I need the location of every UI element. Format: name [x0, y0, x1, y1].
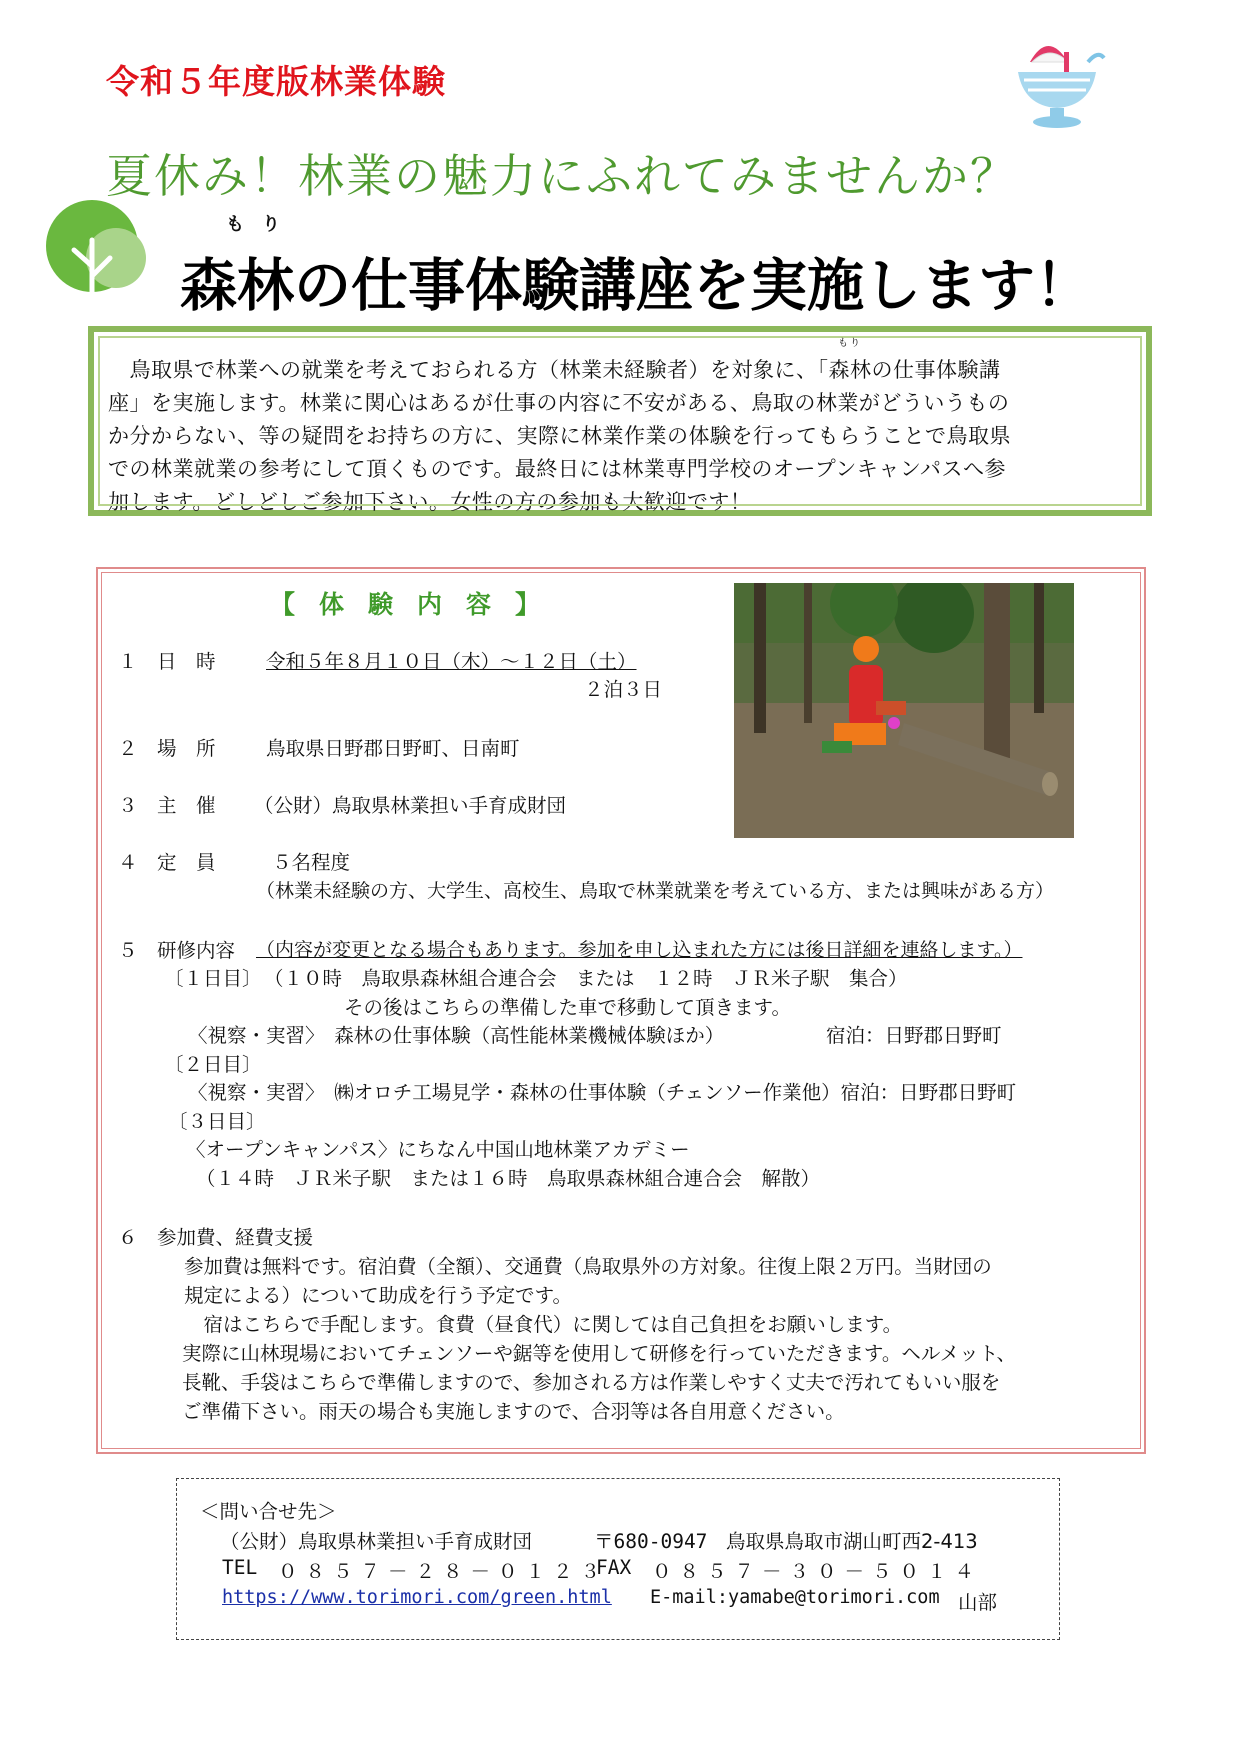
capacity-value: ５名程度: [272, 851, 351, 874]
day2-label: 〔２日目〕: [164, 1053, 262, 1076]
day3-label: 〔３日目〕: [168, 1110, 266, 1133]
section-heading: 【体験内容】: [270, 590, 565, 619]
fee-line-1: 参加費は無料です。宿泊費（全額）、交通費（鳥取県外の方対象。往復上限２万円。当財団の: [184, 1255, 992, 1278]
host-label: ３ 主 催: [118, 794, 216, 817]
day2-activity: 〈視察・実習〉 ㈱オロチ工場見学・森林の仕事体験（チェンソー作業他）宿泊：日野郡日野町: [188, 1081, 1017, 1104]
intro-line-5: 加します。どしどしご参加下さい。女性の方の参加も大歓迎です！: [108, 490, 752, 514]
fee-line-4: 実際に山林現場においてチェンソーや鋸等を使用して研修を行っていただきます。ヘルメット、: [182, 1342, 1017, 1365]
tree-icon: [40, 196, 152, 312]
training-note: （内容が変更となる場合もあります。参加を申し込まれた方には後日詳細を連絡します。）: [256, 939, 1023, 961]
edition-label: 令和５年度版林業体験: [106, 62, 446, 101]
day1-stay: 宿泊：日野郡日野町: [826, 1024, 1002, 1047]
page-title: 森林の仕事体験講座を実施します！: [180, 253, 1092, 319]
title-ruby: もり: [226, 214, 298, 235]
intro-box: [88, 326, 1152, 516]
date-value: 令和５年８月１０日（木）～１２日（土）: [266, 650, 637, 673]
date-duration: ２泊３日: [584, 678, 663, 701]
day3-dismiss: （１４時 ＪＲ米子駅 または１６時 鳥取県森林組合連合会 解散）: [196, 1167, 821, 1190]
day1-activity: 〈視察・実習〉 森林の仕事体験（高性能林業機械体験ほか）: [188, 1024, 725, 1047]
fax-label: FAX: [596, 1556, 632, 1579]
day1-meet: （１０時 鳥取県森林組合連合会 または １２時 ＪＲ米子駅 集合）: [264, 967, 908, 990]
place-label: ２ 場 所: [118, 737, 216, 760]
day3-activity: 〈オープンキャンパス〉にちなん中国山地林業アカデミー: [186, 1138, 690, 1161]
shaved-ice-icon: [1010, 22, 1110, 134]
contact-address: 鳥取県鳥取市湖山町西2-413: [726, 1530, 978, 1553]
day1-label: 〔１日目〕: [164, 967, 262, 990]
fee-label: ６ 参加費、経費支援: [118, 1226, 314, 1249]
intro-line-4: での林業就業の参考にして頂くものです。最終日には林業専門学校のオープンキャンパスへ参: [108, 457, 1006, 481]
capacity-note: （林業未経験の方、大学生、高校生、鳥取で林業就業を考えている方、または興味がある方）: [256, 880, 1055, 902]
email-address[interactable]: E-mail:yamabe@torimori.com: [650, 1587, 940, 1608]
tel-number: ０８５７－２８－０１２３: [278, 1560, 609, 1583]
contact-postal: 〒680-0947: [594, 1530, 708, 1553]
day1-move: その後はこちらの準備した車で移動して頂きます。: [344, 996, 791, 1019]
fee-line-5: 長靴、手袋はこちらで準備しますので、参加される方は作業しやすく丈夫で汚れてもいい服を: [182, 1371, 1001, 1394]
date-label: １ 日 時: [118, 650, 216, 673]
training-label: ５ 研修内容: [118, 939, 236, 962]
fax-number: ０８５７－３０－５０１４: [652, 1560, 983, 1583]
subtitle: 夏休み！林業の魅力にふれてみませんか？: [106, 149, 1018, 203]
fee-line-6: ご準備下さい。雨天の場合も実施しますので、合羽等は各自用意ください。: [182, 1400, 845, 1423]
contact-person: 山部: [958, 1591, 998, 1614]
ruby-word: もり 森林: [828, 338, 872, 382]
fee-line-2: 規定による）について助成を行う予定です。: [184, 1284, 573, 1307]
capacity-label: ４ 定 員: [118, 851, 216, 874]
fee-line-3: 宿はこちらで手配します。食費（昼食代）に関しては自己負担をお願いします。: [184, 1313, 903, 1336]
contact-heading: ＜問い合せ先＞: [200, 1500, 337, 1523]
forestry-photo: [734, 583, 1074, 838]
contact-org: （公財）鳥取県林業担い手育成財団: [220, 1530, 533, 1553]
intro-line-2: 座」を実施します。林業に関心はあるが仕事の内容に不安がある、鳥取の林業がどういうもの: [108, 391, 1010, 415]
host-value: （公財）鳥取県林業担い手育成財団: [254, 794, 567, 817]
intro-line-1: 鳥取県で林業への就業を考えておられる方（林業未経験者）を対象に、「 もり 森林の仕事体験講: [108, 354, 1128, 387]
tel-label: TEL: [222, 1556, 258, 1579]
website-link[interactable]: https://www.torimori.com/green.html: [222, 1587, 612, 1608]
intro-line-3: か分からない、等の疑問をお持ちの方に、実際に林業作業の体験を行ってもらうことで鳥取県: [108, 424, 1011, 448]
place-value: 鳥取県日野郡日野町、日南町: [266, 737, 520, 760]
